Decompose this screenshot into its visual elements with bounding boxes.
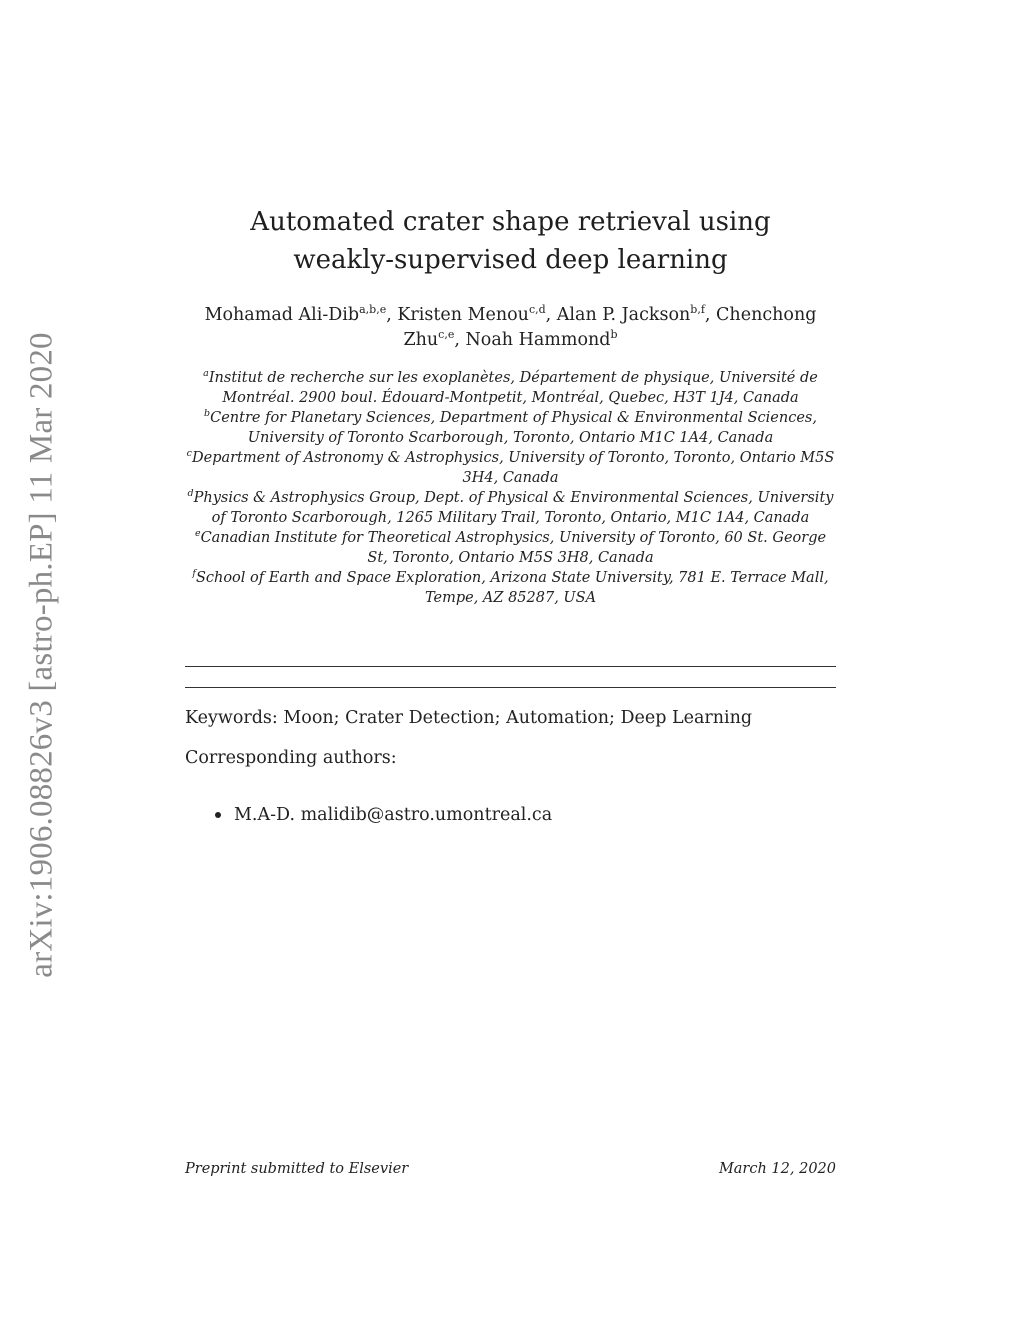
affiliation-item: $^c$Department of Astronomy & Astrophysics, University of Toronto, Toronto, Ontario M5S 3H4, Canada [186, 448, 835, 486]
author-name: Alan P. Jackson [556, 305, 691, 325]
arxiv-stamp: arXiv:1906.08826v3 [astro-ph.EP] 11 Mar 2020 [23, 332, 60, 978]
list-item [215, 803, 552, 827]
affiliation-item: $^f$School of Earth and Space Exploration, Arizona State University, 781 E. Terrace Mall, Tempe, AZ 85287, USA [192, 568, 829, 606]
affiliation-item: $^a$Institut de recherche sur les exoplanètes, Département de physique, Université de Montréal. 2900 boul. Édouard-Montpetit, Montréal, Quebec, H3T 1J4, Canada [203, 368, 818, 406]
corresponding-author-entry: M.A-D. malidib@astro.umontreal.ca [234, 805, 553, 825]
author-affiliation-mark: b [610, 328, 618, 342]
author-list: Mohamad Ali-Dib$^{a,b,e}$, Kristen Menou$^{c,d}$, Alan P. Jackson$^{b,f}$, Chenchong Zhu$^{c,e}$, Noah Hammond$^b$ [204, 303, 817, 350]
author-affiliation-mark: a,b,e [359, 303, 387, 317]
author-name: Noah Hammond [465, 330, 611, 350]
author-affiliation-mark: b,f [690, 303, 705, 317]
author-name: Mohamad Ali-Dib [204, 305, 360, 325]
author-name: Kristen Menou [397, 305, 529, 325]
affiliation-item: $^d$Physics & Astrophysics Group, Dept. of Physical & Environmental Sciences, University of Toronto Scarborough, 1265 Military Trail, Toronto, Ontario, M1C 1A4, Canada [187, 488, 834, 526]
footer-preprint-note: Preprint submitted to Elsevier [185, 1161, 409, 1177]
affiliation-item: $^e$Canadian Institute for Theoretical Astrophysics, University of Toronto, 60 St. George St, Toronto, Ontario M5S 3H8, Canada [194, 528, 827, 566]
divider [185, 666, 836, 667]
author-name: Chenchong Zhu [403, 305, 817, 350]
bullet-icon [215, 812, 221, 818]
title-line-1: Automated crater shape retrieval using [250, 207, 771, 237]
corresponding-author-list [215, 803, 552, 827]
affiliation-item: $^b$Centre for Planetary Sciences, Department of Physical & Environmental Sciences, University of Toronto Scarborough, Toronto, Ontario M1C 1A4, Canada [204, 408, 817, 446]
affiliation-mark: c [186, 448, 192, 460]
paper-title [185, 203, 836, 279]
affiliation-mark: e [194, 528, 201, 540]
affiliation-mark: a [203, 368, 209, 380]
divider [185, 687, 836, 688]
title-line-2: weakly-supervised deep learning [293, 245, 728, 275]
affiliations [185, 368, 836, 608]
keywords: Keywords: Moon; Crater Detection; Automation; Deep Learning [185, 708, 753, 728]
affiliation-mark: b [204, 408, 211, 420]
affiliation-mark: f [192, 568, 196, 580]
author-affiliation-mark: c,d [528, 303, 546, 317]
corresponding-authors-label: Corresponding authors: [185, 748, 397, 768]
affiliation-mark: d [187, 488, 194, 500]
author-affiliation-mark: c,e [438, 328, 455, 342]
footer-date: March 12, 2020 [718, 1161, 836, 1177]
